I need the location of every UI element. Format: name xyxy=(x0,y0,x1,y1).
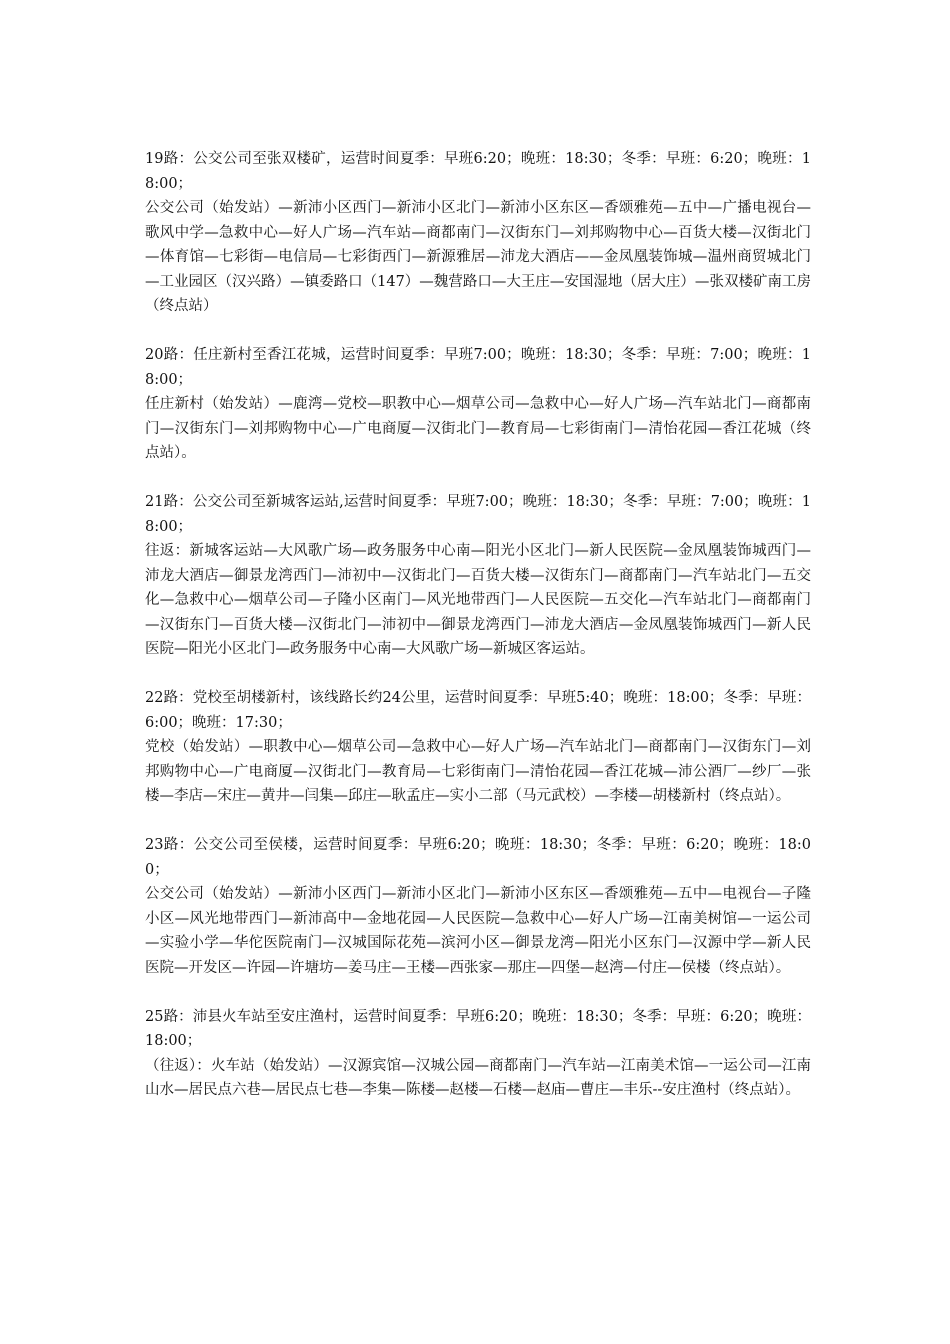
route-stops: 任庄新村（始发站）—鹿湾—党校—职教中心—烟草公司—急救中心—好人广场—汽车站北门—商都南门—汉街东门—刘邦购物中心—广电商厦—汉街北门—教育局—七彩街南门—清怡花园—香江花城（终点站）。 xyxy=(145,396,811,461)
route-header: 20路：任庄新村至香江花城，运营时间夏季：早班7:00；晚班：18:30；冬季：早班：7:00；晚班：18:00； xyxy=(145,347,811,388)
route-stops: 党校（始发站）—职教中心—烟草公司—急救中心—好人广场—汽车站北门—商都南门—汉街东门—刘邦购物中心—广电商厦—汉街北门—教育局—七彩街南门—清怡花园—香江花城—沛公酒厂—纱厂—张楼—李店—宋庄—黄井—闫集—邱庄—耿孟庄—实小二部（马元武校）—李楼—胡楼新村（终点站）。 xyxy=(145,739,811,804)
route-23 xyxy=(145,833,811,980)
route-header: 25路：沛县火车站至安庄渔村，运营时间夏季：早班6:20；晚班：18:30；冬季：早班：6:20；晚班：18:00； xyxy=(145,1008,811,1049)
document-page xyxy=(145,147,811,1127)
route-19 xyxy=(145,147,811,319)
route-stops: （往返）：火车站（始发站）—汉源宾馆—汉城公园—商都南门—汽车站—江南美术馆—一运公司—江南山水—居民点六巷—居民点七巷—李集—陈楼—赵楼—石楼—赵庙—曹庄—丰乐--安庄渔村（终点站）。 xyxy=(145,1057,811,1098)
route-header: 19路：公交公司至张双楼矿，运营时间夏季：早班6:20；晚班：18:30；冬季：早班：6:20；晚班：18:00； xyxy=(145,151,811,192)
route-header: 23路：公交公司至侯楼，运营时间夏季：早班6:20；晚班：18:30；冬季：早班：6:20；晚班：18:00； xyxy=(145,837,811,878)
route-header: 21路：公交公司至新城客运站,运营时间夏季：早班7:00；晚班：18:30；冬季：早班：7:00；晚班：18:00； xyxy=(145,494,811,535)
route-stops: 公交公司（始发站）—新沛小区西门—新沛小区北门—新沛小区东区—香颂雅苑—五中—广播电视台—歌风中学—急救中心—好人广场—汽车站—商都南门—汉街东门—刘邦购物中心—百货大楼—汉街北门—体育馆—七彩街—电信局—七彩街西门—新源雅居—沛龙大酒店——金凤凰装饰城—温州商贸城北门—工业园区（汉兴路）—镇委路口（147）—魏营路口—大王庄—安国湿地（居大庄）—张双楼矿南工房（终点站） xyxy=(145,200,811,314)
route-header: 22路：党校至胡楼新村，该线路长约24公里，运营时间夏季：早班5:40；晚班：18:00；冬季：早班：6:00；晚班：17:30； xyxy=(145,690,811,731)
route-20 xyxy=(145,343,811,466)
route-22 xyxy=(145,686,811,809)
route-21 xyxy=(145,490,811,662)
route-stops: 往返：新城客运站—大风歌广场—政务服务中心南—阳光小区北门—新人民医院—金凤凰装饰城西门—沛龙大酒店—御景龙湾西门—沛初中—汉街北门—百货大楼—汉街东门—商都南门—汽车站北门—五交化—急救中心—烟草公司—子隆小区南门—风光地带西门—人民医院—五交化—汽车站北门—商都南门—汉街东门—百货大楼—汉街北门—沛初中—御景龙湾西门—沛龙大酒店—金凤凰装饰城西门—新人民医院—阳光小区北门—政务服务中心南—大风歌广场—新城区客运站。 xyxy=(145,543,811,657)
route-25 xyxy=(145,1005,811,1103)
route-stops: 公交公司（始发站）—新沛小区西门—新沛小区北门—新沛小区东区—香颂雅苑—五中—电视台—子隆小区—风光地带西门—新沛高中—金地花园—人民医院—急救中心—好人广场—江南美树馆—一运公司—实验小学—华佗医院南门—汉城国际花苑—滨河小区—御景龙湾—阳光小区东门—汉源中学—新人民医院—开发区—许园—许塘坊—姜马庄—王楼—西张家—那庄—四堡—赵湾—付庄—侯楼（终点站）。 xyxy=(145,886,811,976)
